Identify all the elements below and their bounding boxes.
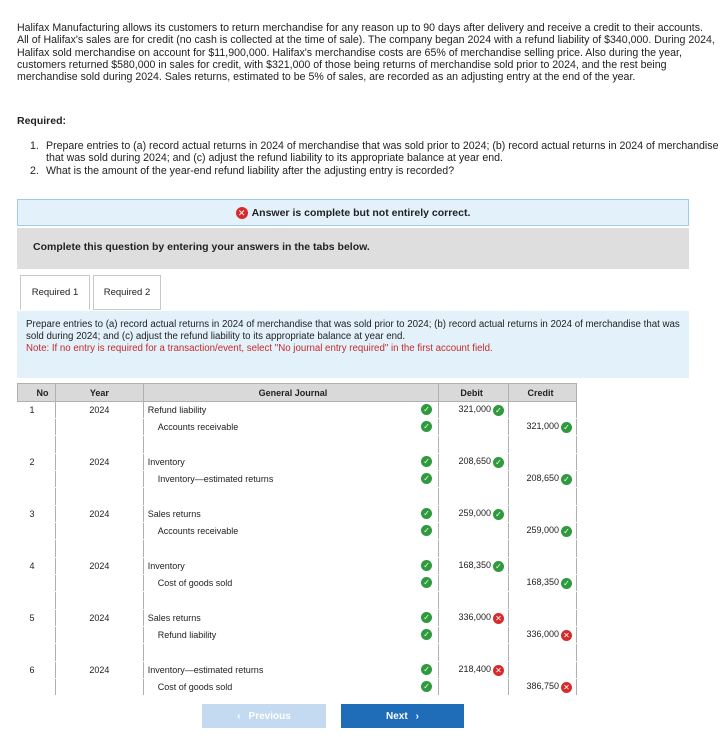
spacer-cell <box>143 592 438 610</box>
requirement-item <box>30 165 720 177</box>
credit-account-name: Cost of goods sold <box>157 682 233 692</box>
check-icon: ✓ <box>493 457 504 468</box>
answer-status-banner <box>17 199 689 226</box>
check-icon: ✓ <box>421 664 432 675</box>
debit-account-name: Inventory <box>147 457 185 467</box>
credit-amount-field[interactable] <box>509 523 577 540</box>
question-prompt <box>17 311 689 378</box>
incorrect-icon: ✕ <box>493 613 504 624</box>
credit-amount: 168,350 <box>526 577 559 588</box>
debit-amount: 208,650 <box>458 456 492 467</box>
journal-row-credit <box>18 627 577 644</box>
spacer-cell <box>439 436 509 454</box>
journal-spacer-row <box>18 644 577 662</box>
credit-amount-field[interactable] <box>509 610 577 627</box>
debit-account-name: Inventory <box>147 561 185 571</box>
debit-account-name: Sales returns <box>147 613 201 623</box>
entry-number: 2 <box>18 454 56 471</box>
debit-amount-field[interactable] <box>439 627 509 644</box>
prompt-text: Prepare entries to (a) record actual returns in 2024 of merchandise that was sold prior to 2024; (b) record actual returns in 2024 of merchandise that was sold during 2024; and (c) adjust the refund liability to its appropriate balance at year end. <box>26 319 680 342</box>
check-icon: ✓ <box>421 577 432 588</box>
journal-row-credit <box>18 679 577 696</box>
credit-amount: 208,650 <box>526 473 559 484</box>
journal-row-debit <box>18 506 577 523</box>
spacer-cell <box>55 540 143 558</box>
debit-amount: 168,350 <box>458 560 492 571</box>
incorrect-icon: ✕ <box>493 665 504 676</box>
check-icon: ✓ <box>421 473 432 484</box>
credit-amount-field[interactable] <box>509 454 577 471</box>
credit-amount-field[interactable] <box>509 679 577 696</box>
requirements-list <box>30 140 720 177</box>
spacer-cell <box>509 592 577 610</box>
previous-button[interactable] <box>202 704 326 728</box>
answer-status-text: Answer is complete but not entirely correct. <box>251 206 471 219</box>
spacer-cell <box>509 644 577 662</box>
entry-year-blank <box>55 523 143 540</box>
spacer-cell <box>55 436 143 454</box>
debit-amount-field[interactable] <box>439 506 509 523</box>
credit-amount-field[interactable] <box>509 402 577 419</box>
requirement-item <box>30 140 720 165</box>
journal-spacer-row <box>18 592 577 610</box>
requirement-number: 1. <box>30 140 39 152</box>
next-label: Next <box>385 710 408 722</box>
credit-account-name: Inventory—estimated returns <box>157 474 274 484</box>
spacer-cell <box>55 488 143 506</box>
entry-year: 2024 <box>55 454 143 471</box>
spacer-cell <box>143 488 438 506</box>
journal-spacer-row <box>18 488 577 506</box>
entry-number-blank <box>18 523 56 540</box>
spacer-cell <box>509 488 577 506</box>
check-icon: ✓ <box>421 681 432 692</box>
entry-number-blank <box>18 419 56 436</box>
spacer-cell <box>55 592 143 610</box>
debit-account-name: Inventory—estimated returns <box>147 665 264 675</box>
chevron-right-icon: › <box>415 710 420 722</box>
chevron-left-icon: ‹ <box>237 710 241 722</box>
entry-number-blank <box>18 679 56 696</box>
debit-amount-field[interactable] <box>439 558 509 575</box>
problem-intro: Halifax Manufacturing allows its customers to return merchandise for any reason up to 90 days after delivery and receive a credit to their accounts. All of Halifax's sales are for credit (no cash is collected at the time of sale). The company began 2024 with a refund liability of $340,000. During 2024, Halifax sold merchandise on account for $11,900,000. Halifax's merchandise costs are 65% of merchandise selling price. Also during the year, customers returned $580,000 in sales for credit, with $321,000 of those being returns of merchandise sold prior to 2024, and the rest being merchandise sold during 2024. Sales returns, estimated to be 5% of sales, are recorded as an adjusting entry at the end of the year. <box>17 22 715 84</box>
debit-account-field[interactable] <box>143 454 438 471</box>
credit-amount-field[interactable] <box>509 662 577 679</box>
tab-required-1[interactable]: Required 1 <box>20 275 90 310</box>
instruction-text: Complete this question by entering your answers in the tabs below. <box>33 241 370 253</box>
debit-account-field[interactable] <box>143 402 438 419</box>
check-icon: ✓ <box>493 561 504 572</box>
spacer-cell <box>509 540 577 558</box>
spacer-cell <box>439 540 509 558</box>
entry-number: 3 <box>18 506 56 523</box>
debit-amount: 321,000 <box>458 404 492 415</box>
entry-year: 2024 <box>55 610 143 627</box>
credit-amount-field[interactable] <box>509 558 577 575</box>
debit-amount: 218,400 <box>458 664 492 675</box>
entry-number-blank <box>18 575 56 592</box>
entry-number: 1 <box>18 402 56 419</box>
credit-amount: 321,000 <box>526 421 559 432</box>
check-icon: ✓ <box>493 405 504 416</box>
debit-amount-field[interactable] <box>439 471 509 488</box>
spacer-cell <box>55 644 143 662</box>
check-icon: ✓ <box>421 456 432 467</box>
debit-amount-field[interactable] <box>439 662 509 679</box>
credit-account-name: Refund liability <box>157 630 217 640</box>
debit-amount-field[interactable] <box>439 402 509 419</box>
incorrect-icon: ✕ <box>561 682 572 693</box>
debit-amount-field[interactable] <box>439 610 509 627</box>
column-credit: Credit <box>509 384 577 402</box>
debit-account-name: Refund liability <box>147 405 207 415</box>
credit-account-name: Accounts receivable <box>157 526 239 536</box>
general-journal-table <box>17 383 577 696</box>
entry-number: 5 <box>18 610 56 627</box>
debit-amount-field[interactable] <box>439 454 509 471</box>
check-icon: ✓ <box>493 509 504 520</box>
journal-spacer-row <box>18 540 577 558</box>
debit-amount-field[interactable] <box>439 523 509 540</box>
entry-year: 2024 <box>55 402 143 419</box>
column-debit: Debit <box>439 384 509 402</box>
credit-amount-field[interactable] <box>509 471 577 488</box>
check-icon: ✓ <box>421 560 432 571</box>
column-no: No <box>18 384 56 402</box>
credit-amount: 336,000 <box>526 629 559 640</box>
requirement-text: Prepare entries to (a) record actual returns in 2024 of merchandise that was sold prior to 2024; (b) record actual returns in 2024 of merchandise that was sold during 2024; and (c) adjust the refund liability to its appropriate balance at year end. <box>46 140 719 165</box>
journal-spacer-row <box>18 436 577 454</box>
check-icon: ✓ <box>561 474 572 485</box>
next-button[interactable] <box>341 704 464 728</box>
credit-account-name: Cost of goods sold <box>157 578 233 588</box>
debit-amount-field[interactable] <box>439 679 509 696</box>
entry-year: 2024 <box>55 558 143 575</box>
credit-amount-field[interactable] <box>509 575 577 592</box>
credit-account-field[interactable] <box>143 471 438 488</box>
entry-year: 2024 <box>55 662 143 679</box>
entry-year-blank <box>55 471 143 488</box>
check-icon: ✓ <box>561 526 572 537</box>
debit-amount-field[interactable] <box>439 419 509 436</box>
table-header <box>18 384 577 402</box>
credit-amount: 386,750 <box>526 681 559 692</box>
debit-account-name: Sales returns <box>147 509 201 519</box>
entry-year-blank <box>55 419 143 436</box>
credit-account-field[interactable] <box>143 575 438 592</box>
incorrect-icon: ✕ <box>561 630 572 641</box>
column-year: Year <box>55 384 143 402</box>
check-icon: ✓ <box>561 422 572 433</box>
debit-account-field[interactable] <box>143 662 438 679</box>
spacer-cell <box>509 436 577 454</box>
debit-amount: 336,000 <box>458 612 492 623</box>
credit-amount: 259,000 <box>526 525 559 536</box>
spacer-cell <box>18 436 56 454</box>
journal-row-debit <box>18 610 577 627</box>
spacer-cell <box>143 540 438 558</box>
entry-year-blank <box>55 575 143 592</box>
spacer-cell <box>439 644 509 662</box>
check-icon: ✓ <box>421 421 432 432</box>
journal-row-debit <box>18 662 577 679</box>
credit-account-field[interactable] <box>143 523 438 540</box>
column-general-journal: General Journal <box>143 384 438 402</box>
incorrect-icon: ✕ <box>236 207 248 219</box>
prompt-note: Note: If no entry is required for a transaction/event, select "No journal entry required" in the first account field. <box>26 343 493 354</box>
spacer-cell <box>18 644 56 662</box>
credit-account-field[interactable] <box>143 679 438 696</box>
journal-row-credit <box>18 419 577 436</box>
journal-row-credit <box>18 471 577 488</box>
check-icon: ✓ <box>421 404 432 415</box>
check-icon: ✓ <box>561 578 572 589</box>
requirement-text: What is the amount of the year-end refund liability after the adjusting entry is recorded? <box>46 164 455 177</box>
debit-account-field[interactable] <box>143 610 438 627</box>
journal-row-credit <box>18 523 577 540</box>
debit-amount-field[interactable] <box>439 575 509 592</box>
journal-row-debit <box>18 558 577 575</box>
entry-year: 2024 <box>55 506 143 523</box>
spacer-cell <box>18 592 56 610</box>
spacer-cell <box>143 436 438 454</box>
debit-account-field[interactable] <box>143 506 438 523</box>
spacer-cell <box>143 644 438 662</box>
requirement-number: 2. <box>30 164 39 177</box>
entry-number: 4 <box>18 558 56 575</box>
credit-account-field[interactable] <box>143 627 438 644</box>
journal-row-debit <box>18 402 577 419</box>
spacer-cell <box>18 488 56 506</box>
debit-account-field[interactable] <box>143 558 438 575</box>
tab-required-2[interactable]: Required 2 <box>93 275 161 310</box>
debit-amount: 259,000 <box>458 508 492 519</box>
journal-row-credit <box>18 575 577 592</box>
credit-account-name: Accounts receivable <box>157 422 239 432</box>
credit-amount-field[interactable] <box>509 627 577 644</box>
spacer-cell <box>439 488 509 506</box>
credit-account-field[interactable] <box>143 419 438 436</box>
check-icon: ✓ <box>421 525 432 536</box>
instruction-box <box>17 228 689 269</box>
entry-number-blank <box>18 627 56 644</box>
journal-row-debit <box>18 454 577 471</box>
required-heading: Required: <box>17 115 67 127</box>
previous-label: Previous <box>248 710 291 722</box>
entry-number-blank <box>18 471 56 488</box>
credit-amount-field[interactable] <box>509 419 577 436</box>
credit-amount-field[interactable] <box>509 506 577 523</box>
check-icon: ✓ <box>421 508 432 519</box>
check-icon: ✓ <box>421 629 432 640</box>
spacer-cell <box>439 592 509 610</box>
entry-number: 6 <box>18 662 56 679</box>
entry-year-blank <box>55 627 143 644</box>
entry-year-blank <box>55 679 143 696</box>
spacer-cell <box>18 540 56 558</box>
check-icon: ✓ <box>421 612 432 623</box>
